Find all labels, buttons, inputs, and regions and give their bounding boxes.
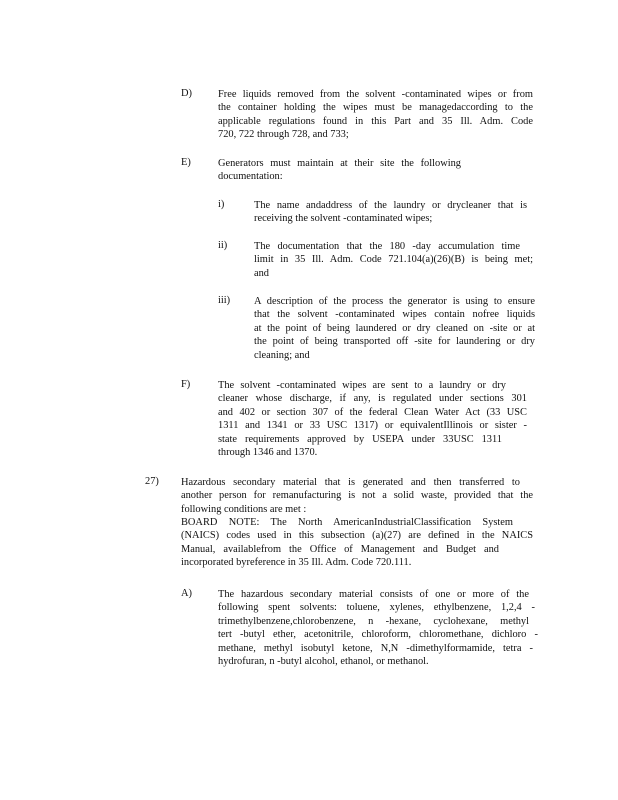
text-line: 1311 and 1341 or 33 USC 1317) or equivalentIllinois or sister - bbox=[218, 420, 527, 432]
text-line: (NAICS) codes used in this subsection (a)(27) are defined in the NAICS bbox=[181, 530, 533, 542]
text-line: through 1346 and 1370. bbox=[218, 446, 318, 458]
text-line: following spent solvents: toluene, xylenes, ethylbenzene, 1,2,4 - bbox=[218, 602, 535, 614]
text-line: A description of the process the generator is using to ensure bbox=[254, 296, 535, 307]
text-line: documentation: bbox=[218, 171, 283, 183]
text-line: trimethylbenzene,chlorobenzene, n -hexane, cyclohexane, methyl bbox=[218, 615, 529, 627]
text-line: The documentation that the 180 -day accumulation time bbox=[254, 241, 520, 252]
text-line: Free liquids removed from the solvent -contaminated wipes or from bbox=[218, 89, 533, 100]
board-note bbox=[181, 516, 533, 570]
item-f-text bbox=[218, 379, 527, 459]
item-d-text bbox=[218, 88, 533, 142]
text-line: another person for remanufacturing is not a solid waste, provided that the bbox=[181, 490, 533, 502]
text-line: incorporated byreference in 35 Ill. Adm. Code 720.111. bbox=[181, 557, 412, 569]
text-line: The solvent -contaminated wipes are sent to a laundry or dry bbox=[218, 380, 506, 391]
subitem-i-label: i) bbox=[218, 199, 225, 210]
text-line: following conditions are met : bbox=[181, 503, 307, 515]
text-line: the point of being transported off -site for laundering or dry bbox=[254, 336, 535, 348]
paragraph-27-label: 27) bbox=[145, 476, 159, 487]
item-e-label: E) bbox=[181, 157, 191, 168]
text-line: the container holding the wipes must be managedaccording to the bbox=[218, 102, 533, 114]
subitem-iii-label: iii) bbox=[218, 295, 231, 306]
text-line: Generators must maintain at their site the following bbox=[218, 158, 461, 169]
text-line: The hazardous secondary material consists of one or more of the bbox=[218, 589, 529, 600]
text-line: that the solvent -contaminated wipes contain nofree liquids bbox=[254, 309, 535, 321]
item-a-label: A) bbox=[181, 588, 192, 599]
text-line: state requirements approved by USEPA under 33USC 1311 bbox=[218, 433, 502, 445]
text-line: The name andaddress of the laundry or drycleaner that is bbox=[254, 200, 527, 211]
item-e-text bbox=[218, 157, 461, 184]
subitem-i-text bbox=[254, 199, 527, 226]
item-f-label: F) bbox=[181, 379, 191, 390]
text-line: Manual, availablefrom the Office of Management and Budget and bbox=[181, 543, 499, 555]
item-a-text bbox=[218, 588, 538, 668]
text-line: Hazardous secondary material that is generated and then transferred to bbox=[181, 477, 520, 488]
text-line: applicable regulations found in this Part and 35 Ill. Adm. Code bbox=[218, 115, 533, 127]
text-line: receiving the solvent -contaminated wipes; bbox=[254, 213, 433, 225]
text-line: and bbox=[254, 267, 270, 279]
text-line: and 402 or section 307 of the federal Clean Water Act (33 USC bbox=[218, 406, 527, 418]
subitem-iii-text bbox=[254, 295, 535, 362]
text-line: methane, methyl isobutyl ketone, N,N -dimethylformamide, tetra - bbox=[218, 642, 533, 654]
subitem-ii-text bbox=[254, 240, 533, 280]
item-d-label: D) bbox=[181, 88, 192, 99]
text-line: cleaning; and bbox=[254, 349, 310, 361]
subitem-ii-label: ii) bbox=[218, 240, 228, 251]
text-line: 720, 722 through 728, and 733; bbox=[218, 129, 349, 141]
text-line: hydrofuran, n -butyl alcohol, ethanol, or methanol. bbox=[218, 655, 429, 667]
text-line: cleaner whose discharge, if any, is regulated under sections 301 bbox=[218, 393, 527, 405]
text-line: tert -butyl ether, acetonitrile, chloroform, chloromethane, dichloro - bbox=[218, 629, 538, 641]
text-line: limit in 35 Ill. Adm. Code 721.104(a)(26)(B) is being met; bbox=[254, 254, 533, 266]
paragraph-27-text bbox=[181, 476, 533, 516]
text-line: at the point of being laundered or dry cleaned on -site or at bbox=[254, 322, 535, 334]
text-line: BOARD NOTE: The North AmericanIndustrialClassification System bbox=[181, 517, 513, 528]
